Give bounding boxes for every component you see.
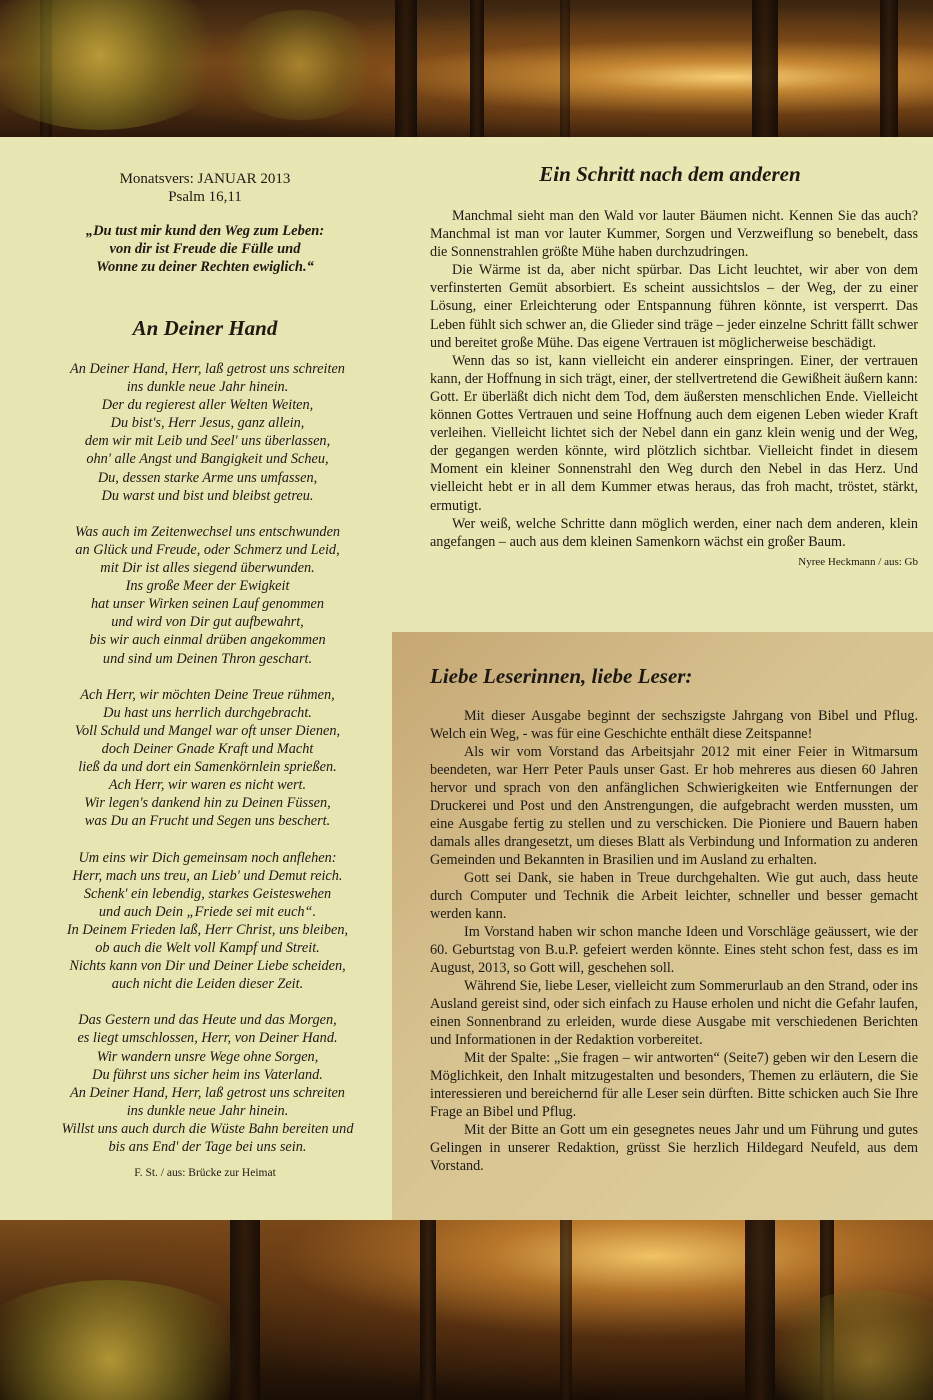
poem-line: Du, dessen starke Arme uns umfassen, xyxy=(97,469,318,486)
poem-line: Wir wandern unsre Wege ohne Sorgen, xyxy=(96,1048,319,1065)
poem-line: Schenk' ein lebendig, starkes Geisteswehen xyxy=(83,885,332,902)
poem-line: Das Gestern und das Heute und das Morgen, xyxy=(78,1012,337,1029)
article-paragraph: Die Wärme ist da, aber nicht spürbar. Das Licht leuchtet, wir aber von dem verfinsterten Gemüt absorbiert. Es scheint aussichtslos – der Weg, der zu einer Lösung, einer Erleichterung oder Entspannung führen könnte, ist versperrt. Das Leben fühlt sich schwer an, die Glieder sind träge – jeder einzelne Schritt fällt schwer und bereitet große Mühe. Das eigene Vertrauen ist möglicherweise beschädigt. xyxy=(430,262,918,351)
poem-line: ins dunkle neue Jahr hinein. xyxy=(126,379,289,396)
article-title: Ein Schritt nach dem anderen xyxy=(539,162,801,186)
article-paragraph xyxy=(430,515,918,568)
article-body xyxy=(430,207,918,571)
poem-line: Um eins wir Dich gemeinsam noch anflehen: xyxy=(78,849,337,866)
poem-line: Ach Herr, wir waren es nicht wert. xyxy=(108,777,307,794)
poem-line: es liegt umschlossen, Herr, von Deiner Hand. xyxy=(77,1030,338,1047)
poem-stanza xyxy=(20,1011,395,1156)
poem-credit: F. St. / aus: Brücke zur Heimat xyxy=(134,1167,276,1179)
poem xyxy=(20,360,395,1174)
poem-line: an Glück und Freude, oder Schmerz und Leid, xyxy=(75,541,340,558)
article-paragraph: Wenn das so ist, kann vielleicht ein anderer einspringen. Einer, der vertrauen kann, der Hoffnung in sich trägt, einer, der stellvertretend die Gewißheit äußern kann: Gott. Er überläßt dich nicht dem Tod, dem äußersten menschlichen Ende. Vielleicht können Gottes Vertrauen und seine Hoffnung auch dem eigenen Leben wieder Kraft verleihen. Vielleicht lichtet sich der Nebel dann ein ganz klein wenig und der Weg, der gegangen werden könnte, wird plötzlich sichtbar. Vielleicht findet in diesem Moment ein kleiner Sonnenstrahl den Weg durch den Nebel in das Herz. Und vielleicht hebt er in all dem Kummer etwas heraus, das froh macht, tröstet, stärkt, ermutigt. xyxy=(430,352,918,514)
verse-line: Wonne zu deiner Rechten ewiglich.“ xyxy=(96,259,314,275)
poem-stanza xyxy=(20,523,395,668)
poem-line: Du hast uns herrlich durchgebracht. xyxy=(103,704,312,721)
article-paragraph: Manchmal sieht man den Wald vor lauter Bäumen nicht. Kennen Sie das auch? Manchmal ist man vor lauter Kummer, Sorgen und Verzweiflung so benebelt, dass die Sonnenstrahlen größte Mühe haben durchzudringen. xyxy=(430,208,918,261)
poem-line: Du führst uns sicher heim ins Vaterland. xyxy=(92,1066,323,1083)
poem-line: Ins große Meer der Ewigkeit xyxy=(125,578,290,595)
poem-line: was Du an Frucht und Segen uns beschert. xyxy=(84,813,331,830)
letter-title: Liebe Leserinnen, liebe Leser: xyxy=(430,664,693,688)
monatsvers-label: Monatsvers: JANUAR 2013 xyxy=(119,171,291,187)
poem-line: ohn' alle Angst und Bangigkeit und Scheu, xyxy=(86,451,329,468)
poem-stanza xyxy=(20,849,395,994)
poem-line: mit Dir ist alles siegend überwunden. xyxy=(100,560,315,577)
poem-line: An Deiner Hand, Herr, laß getrost uns schreiten xyxy=(70,1084,345,1101)
letter-paragraph: Als wir vom Vorstand das Arbeitsjahr 2012 mit einer Feier in Witmarsum beendeten, war Herr Peter Pauls unser Gast. Er hob mehreres aus diesen 60 Jahren hervor und sprach von den anfänglichen Schwierigkeiten wie Entfernungen der Druckerei und Post und den Anstrengungen, die aufgebracht werden mussten, um eine Ausgabe fertig zu stellen und zu verschicken. Die Pioniere und Bauern haben damals alles drangesetzt, um dieses Blatt als Verbindung und Information zu anderen Gemeinden und Bekannten in Brasilien und im Ausland zu erhalten. xyxy=(430,744,918,868)
forest-footer-image xyxy=(0,1220,933,1400)
poem-line: Du bist's, Herr Jesus, ganz allein, xyxy=(110,415,305,432)
psalm-reference: Psalm 16,11 xyxy=(168,189,242,205)
forest-header-image xyxy=(0,0,933,140)
poem-line: ließ da und dort ein Samenkörnlein sprießen. xyxy=(78,759,337,776)
poem-line: Voll Schuld und Mangel war oft unser Dienen, xyxy=(74,722,341,739)
poem-line: Herr, mach uns treu, an Lieb' und Demut reich. xyxy=(72,867,343,884)
poem-stanza xyxy=(20,686,395,831)
poem-line: und wird von Dir gut aufbewahrt, xyxy=(111,614,304,631)
letter-paragraph: Gott sei Dank, sie haben in Treue durchgehalten. Wie gut auch, dass heute durch Computer und Technik die Arbeit leichter, schneller und besser gemacht werden kann. xyxy=(430,870,918,922)
bible-verse xyxy=(30,222,380,276)
poem-line: An Deiner Hand, Herr, laß getrost uns schreiten xyxy=(70,361,345,377)
poem-line: hat unser Wirken seinen Lauf genommen xyxy=(90,596,325,613)
poem-line: Du warst und bist und bleibst getreu. xyxy=(101,487,314,504)
poem-line: Ach Herr, wir möchten Deine Treue rühmen, xyxy=(80,686,335,703)
poem-line: Wir legen's dankend hin zu Deinen Füssen, xyxy=(84,795,331,812)
poem-line: und auch Dein „Friede sei mit euch“. xyxy=(98,903,317,920)
poem-line: Nichts kann von Dir und Deiner Liebe scheiden, xyxy=(69,958,346,975)
verse-line: von dir ist Freude die Fülle und xyxy=(109,241,301,257)
letter-paragraph: Während Sie, liebe Leser, vielleicht zum Sommerurlaub an den Strand, oder ins Ausland gereist sind, oder sich einfach zu Hause erholen und nicht die Gefahr laufen, einen Sonnenbrand zu erleiden, wurde diese Ausgabe mit verschiedenen Berichten und Informationen in der Redaktion vorbereitet. xyxy=(430,978,918,1048)
poem-line: bis wir auch einmal drüben angekommen xyxy=(89,632,326,649)
monatsvers-heading xyxy=(30,170,380,206)
verse-line: „Du tust mir kund den Weg zum Leben: xyxy=(85,223,325,239)
letter-paragraph: Mit der Spalte: „Sie fragen – wir antworten“ (Seite7) geben wir den Lesern die Möglichkeit, den Inhalt mitzugestalten und besonders, Themen zu erläutern, die Sie interessieren und bereichernd für alle Leser sein dürften. Bitte schicken auch Sie Ihre Frage an Bibel und Pflug. xyxy=(430,1050,918,1120)
poem-line: Der du regierest aller Welten Weiten, xyxy=(101,397,314,414)
poem-line: bis ans End' der Tage bei uns sein. xyxy=(108,1139,307,1156)
poem-stanza xyxy=(20,360,395,505)
poem-line: und sind um Deinen Thron geschart. xyxy=(102,650,313,667)
article-paragraph-text: Wer weiß, welche Schritte dann möglich werden, einer nach dem anderen, klein angefangen – auch aus dem kleinen Samenkorn wächst ein großer Baum. xyxy=(430,515,918,550)
poem-line: Willst uns auch durch die Wüste Bahn bereiten und xyxy=(61,1120,354,1137)
letter-paragraph: Mit dieser Ausgabe beginnt der sechszigste Jahrgang von Bibel und Pflug. Welch ein Weg, - was für eine Geschichte enthält diese Zeitspanne! xyxy=(430,708,918,742)
article-credit: Nyree Heckmann / aus: Gb xyxy=(798,555,918,568)
poem-line: ob auch die Welt voll Kampf und Streit. xyxy=(95,940,320,956)
poem-line: auch nicht die Leiden dieser Zeit. xyxy=(111,976,304,993)
poem-line: In Deinem Frieden laß, Herr Christ, uns bleiben, xyxy=(66,921,349,938)
poem-line: doch Deiner Gnade Kraft und Macht xyxy=(101,740,314,757)
poem-line: Was auch im Zeitenwechsel uns entschwunden xyxy=(74,523,341,540)
poem-line: dem wir mit Leib und Seel' uns überlassen, xyxy=(84,433,331,450)
letter-body xyxy=(430,707,918,1175)
letter-paragraph: Im Vorstand haben wir schon manche Ideen und Vorschläge geäussert, wie der 60. Geburtstag von B.u.P. gefeiert werden könnte. Eines steht schon fest, dass es im August, 2013, so Gott will, geschehen soll. xyxy=(430,924,918,976)
letter-paragraph: Mit der Bitte an Gott um ein gesegnetes neues Jahr und um Führung und gutes Gelingen in unserer Redaktion, grüsst Sie herzlich Hildegard Neufeld, aus dem Vorstand. xyxy=(430,1122,918,1174)
poem-line: ins dunkle neue Jahr hinein. xyxy=(126,1102,289,1119)
poem-title: An Deiner Hand xyxy=(132,316,278,340)
